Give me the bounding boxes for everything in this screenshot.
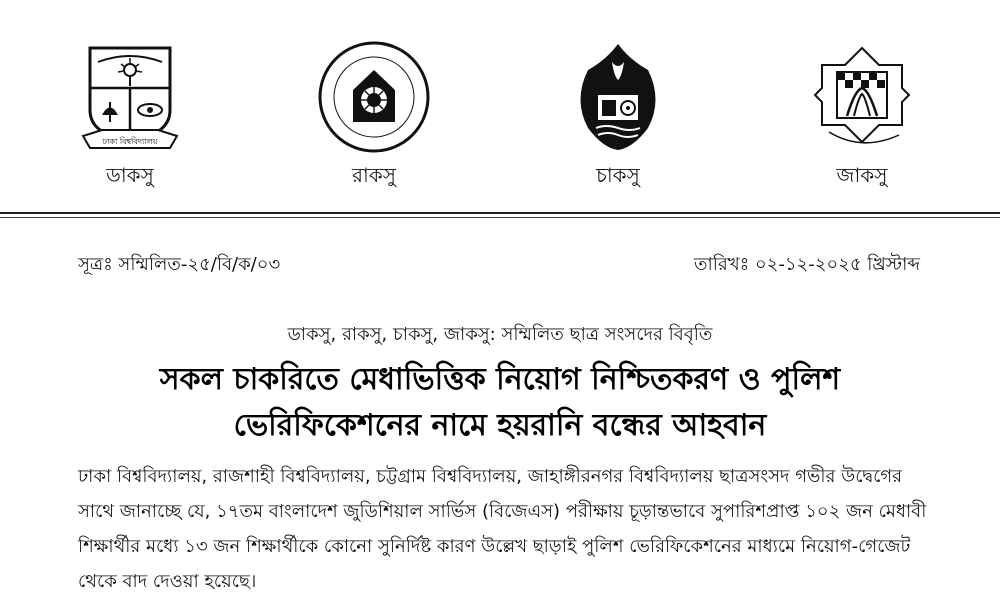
cucsu-logo-block — [528, 40, 708, 194]
reference-number: সূত্রঃ সম্মিলিত-২৫/বি/ক/০৩ — [78, 254, 281, 275]
headline-line-2: ভেরিফিকেশনের নামে হয়রানি বন্ধের আহবান — [233, 408, 767, 443]
jucsu-logo-block — [772, 40, 952, 194]
rajshahi-university-seal-icon — [317, 40, 432, 155]
logo-label-ducsu: ডাকসু — [106, 163, 154, 187]
document-date: তারিখঃ ০২-১২-২০২৫ খ্রিস্টাব্দ — [694, 254, 920, 275]
logo-label-jucsu: জাকসু — [836, 163, 888, 187]
logo-label-rucsu: রাকসু — [351, 163, 396, 187]
body-line-2: সাথে জানাচ্ছে যে, ১৭তম বাংলাদেশ জুডিশিয়াল সার্ভিস (বিজেএস) পরীক্ষায় চূড়ান্তভাবে সুপারিশপ্রাপ্ত ১০২ জন মেধাবী — [78, 501, 927, 522]
jahangirnagar-university-emblem-icon — [807, 40, 917, 155]
body-line-1: ঢাকা বিশ্ববিদ্যালয়, রাজশাহী বিশ্ববিদ্যালয়, চট্টগ্রাম বিশ্ববিদ্যালয়, জাহাঙ্গীরনগর বিশ্ববিদ্যালয় ছাত্রসংসদ গভীর উদ্বেগের — [78, 466, 903, 487]
headline-line-1: সকল চাকরিতে মেধাভিত্তিক নিয়োগ নিশ্চিতকরণ ও পুলিশ — [159, 362, 841, 397]
header-divider — [0, 212, 1000, 214]
header-divider-thin — [0, 217, 1000, 218]
ducsu-logo-block — [40, 40, 220, 194]
body-line-4: থেকে বাদ দেওয়া হয়েছে। — [78, 571, 257, 592]
logo-row — [0, 0, 1000, 205]
du-banner-text: ঢাকা বিশ্ববিদ্যালয় — [102, 137, 158, 146]
statement-subtitle: ডাকসু, রাকসু, চাকসু, জাকসু: সম্মিলিত ছাত্র সংসদের বিবৃতি — [287, 324, 713, 345]
dhaka-university-crest-icon — [80, 40, 180, 155]
logo-label-cucsu: চাকসু — [596, 163, 640, 187]
chittagong-university-emblem-icon — [568, 40, 668, 155]
body-line-3: শিক্ষার্থীর মধ্যে ১৩ জন শিক্ষার্থীকে কোনো সুনির্দিষ্ট কারণ উল্লেখ ছাড়াই পুলিশ ভেরিফিকেশনের মাধ্যমে নিয়োগ-গেজেট — [78, 536, 911, 557]
rucsu-logo-block — [284, 40, 464, 194]
